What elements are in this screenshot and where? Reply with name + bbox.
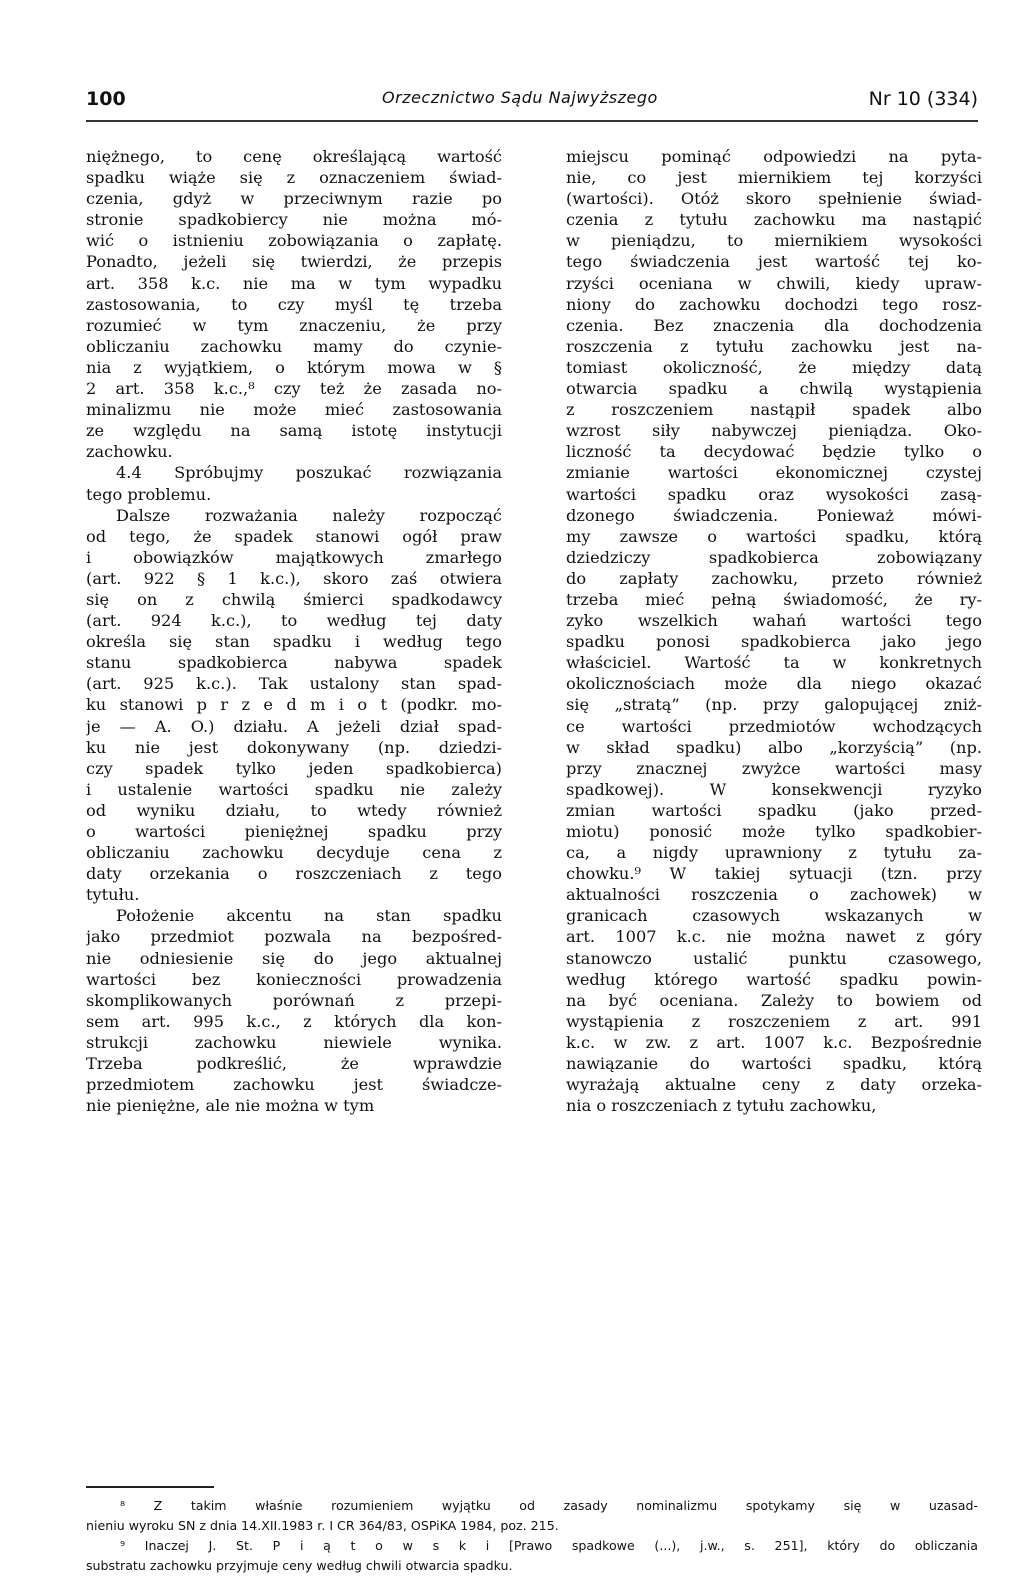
text-line: (art. 924 k.c.), to według tej daty <box>86 611 502 631</box>
text-line: przedmiotem zachowku jest świadcze- <box>86 1075 502 1095</box>
text-line: (wartości). Otóż skoro spełnienie świad- <box>566 189 982 209</box>
text-line: według którego wartość spadku powin- <box>566 969 982 989</box>
text-line: otwarcia spadku a chwilą wystąpienia <box>566 379 982 399</box>
text-line: zachowku. <box>86 442 173 462</box>
text-line: roszczenia z tytułu zachowku jest na- <box>566 336 982 356</box>
text-line: miotu) ponosić może tylko spadkobier- <box>566 822 982 841</box>
text-line: rozumieć w tym znaczeniu, że przy <box>86 315 502 335</box>
text-line: tytułu. <box>86 885 140 905</box>
text-line: o wartości pieniężnej spadku przy <box>86 822 502 841</box>
text-line: obliczaniu zachowku decyduje cena z <box>86 843 502 863</box>
text-line: dzonego świadczenia. Ponieważ mówi- <box>566 505 982 525</box>
text-line: dziedziczy spadkobierca zobowiązany <box>566 547 982 567</box>
text-line: art. 358 k.c. nie ma w tym wypadku <box>86 273 502 293</box>
text-line: liczność ta decydować będzie tylko o <box>566 442 982 462</box>
text-line: wartości spadku oraz wysokości zasą- <box>566 484 982 504</box>
text-line: ca, a nigdy uprawniony z tytułu za- <box>566 843 982 863</box>
text-line: wzrost siły nabywczej pieniądza. Oko- <box>566 421 982 441</box>
text-line: granicach czasowych wskazanych w <box>566 906 982 926</box>
text-line: nie odniesienie się do jego aktualnej <box>86 948 502 968</box>
text-line: sem art. 995 k.c., z których dla kon- <box>86 1011 502 1031</box>
text-line: nie, co jest miernikiem tej korzyści <box>566 168 982 188</box>
footnote-rule <box>86 1486 214 1488</box>
text-line: tego problemu. <box>86 484 212 504</box>
text-line: spadku wiąże się z oznaczeniem świad- <box>86 168 502 188</box>
text-line: w skład spadku) albo „korzyścią” (np. <box>566 737 982 757</box>
text-line: chowku.⁹ W takiej sytuacji (tzn. przy <box>566 864 982 884</box>
text-line: i obowiązków majątkowych zmarłego <box>86 547 502 567</box>
text-line: stanu spadkobierca nabywa spadek <box>86 653 502 673</box>
text-line: do zapłaty zachowku, przeto również <box>566 568 982 588</box>
text-line: niony do zachowku dochodzi tego rosz- <box>566 294 982 314</box>
text-line: my zawsze o wartości spadku, którą <box>566 526 982 546</box>
text-line: określa się stan spadku i według tego <box>86 632 502 652</box>
text-line: nie pieniężne, ale nie można w tym <box>86 1096 375 1116</box>
text-line: strukcji zachowku niewiele wynika. <box>86 1032 502 1052</box>
text-line: czenia z tytułu zachowku ma nastąpić <box>566 210 982 230</box>
text-line: 4.4 Spróbujmy poszukać rozwiązania <box>116 463 502 483</box>
text-line: trzeba mieć pełną świadomość, że ry- <box>566 589 982 609</box>
text-line: substratu zachowku przyjmuje ceny według chwili otwarcia spadku. <box>86 1558 513 1573</box>
text-line: wyrażają aktualne ceny z daty orzeka- <box>566 1075 982 1095</box>
running-title: Orzecznictwo Sądu Najwyższego <box>382 88 658 107</box>
text-line: Dalsze rozważania należy rozpocząć <box>116 505 502 525</box>
text-line: zmian wartości spadku (jako przed- <box>566 800 982 820</box>
text-line: właściciel. Wartość ta w konkretnych <box>566 653 982 673</box>
text-line: wić o istnieniu zobowiązania o zapłatę. <box>86 231 502 251</box>
text-line: ⁹ Inaczej J. St. P i ą t o w s k i [Prawo spadkowe (...), j.w., s. 251], który do obliczania <box>120 1538 978 1553</box>
text-line: się „stratą” (np. przy galopującej zniż- <box>566 695 982 715</box>
page-number: 100 <box>86 88 126 110</box>
right-column <box>566 146 982 1116</box>
text-line: ce wartości przedmiotów wchodzących <box>566 716 982 736</box>
text-line: obliczaniu zachowku mamy do czynie- <box>86 336 502 356</box>
text-line: jako przedmiot pozwala na bezpośred- <box>86 927 502 947</box>
text-line: nia z wyjątkiem, o którym mowa w § <box>86 357 502 377</box>
text-line: od wyniku działu, to wtedy również <box>86 800 502 820</box>
text-line: czy spadek tylko jeden spadkobierca) <box>86 758 502 778</box>
text-line: czenia, gdyż w przeciwnym razie po <box>86 189 502 209</box>
text-line: Ponadto, jeżeli się twierdzi, że przepis <box>86 252 502 272</box>
text-line: spadku ponosi spadkobierca jako jego <box>566 632 982 652</box>
text-line: miejscu pominąć odpowiedzi na pyta- <box>566 147 982 166</box>
text-line: niężnego, to cenę określającą wartość <box>86 147 502 166</box>
text-line: rzyści oceniana w chwili, kiedy upraw- <box>566 273 982 293</box>
text-line: Trzeba podkreślić, że wprawdzie <box>86 1054 502 1074</box>
text-line: skomplikowanych porównań z przepi- <box>86 990 502 1010</box>
text-line: (art. 922 § 1 k.c.), skoro zaś otwiera <box>86 568 502 588</box>
text-line: stanowczo ustalić punktu czasowego, <box>566 948 982 968</box>
text-line: tomiast okoliczność, że między datą <box>566 357 982 377</box>
text-line: i ustalenie wartości spadku nie zależy <box>86 779 502 799</box>
text-line: minalizmu nie może mieć zastosowania <box>86 400 502 420</box>
text-line: daty orzekania o roszczeniach z tego <box>86 864 502 884</box>
text-line: spadkowej). W konsekwencji ryzyko <box>566 779 982 799</box>
text-line: stronie spadkobiercy nie można mó- <box>86 210 502 230</box>
text-line: ku nie jest dokonywany (np. dziedzi- <box>86 737 502 757</box>
issue-number: Nr 10 (334) <box>868 88 978 110</box>
text-line: (art. 925 k.c.). Tak ustalony stan spad- <box>86 674 502 694</box>
page-header <box>86 86 978 116</box>
text-line: ze względu na samą istotę instytucji <box>86 421 502 441</box>
text-line: się on z chwilą śmierci spadkodawcy <box>86 589 502 609</box>
header-rule <box>86 120 978 122</box>
text-line: na być oceniana. Zależy to bowiem od <box>566 990 982 1010</box>
text-line: ku stanowi p r z e d m i o t (podkr. mo- <box>86 695 502 715</box>
text-line: nieniu wyroku SN z dnia 14.XII.1983 r. I CR 364/83, OSPiKA 1984, poz. 215. <box>86 1518 559 1533</box>
text-line: wartości bez konieczności prowadzenia <box>86 969 502 989</box>
text-line: tego świadczenia jest wartość tej ko- <box>566 252 982 272</box>
text-line: art. 1007 k.c. nie można nawet z góry <box>566 927 982 947</box>
text-line: wystąpienia z roszczeniem z art. 991 <box>566 1011 982 1031</box>
text-line: Położenie akcentu na stan spadku <box>116 906 502 926</box>
text-line: k.c. w zw. z art. 1007 k.c. Bezpośrednie <box>566 1032 982 1052</box>
text-line: zmianie wartości ekonomicznej czystej <box>566 463 982 483</box>
text-line: 2 art. 358 k.c.,⁸ czy też że zasada no- <box>86 379 502 399</box>
left-column <box>86 146 502 1116</box>
text-line: w pieniądzu, to miernikiem wysokości <box>566 231 982 251</box>
text-line: czenia. Bez znaczenia dla dochodzenia <box>566 315 982 335</box>
text-line: aktualności roszczenia o zachowek) w <box>566 885 982 905</box>
footnotes <box>86 1496 978 1576</box>
text-line: nawiązanie do wartości spadku, którą <box>566 1054 982 1074</box>
text-line: zastosowania, to czy myśl tę trzeba <box>86 294 502 314</box>
text-line: okolicznościach może dla niego okazać <box>566 674 982 694</box>
text-line: ⁸ Z takim właśnie rozumieniem wyjątku od zasady nominalizmu spotykamy się w uzasad- <box>120 1498 978 1513</box>
text-line: je — A. O.) działu. A jeżeli dział spad- <box>86 716 502 736</box>
text-line: od tego, że spadek stanowi ogół praw <box>86 526 502 546</box>
text-line: przy znacznej zwyżce wartości masy <box>566 758 982 778</box>
text-line: nia o roszczeniach z tytułu zachowku, <box>566 1096 877 1116</box>
text-line: zyko wszelkich wahań wartości tego <box>566 611 982 631</box>
text-line: z roszczeniem nastąpił spadek albo <box>566 400 982 420</box>
